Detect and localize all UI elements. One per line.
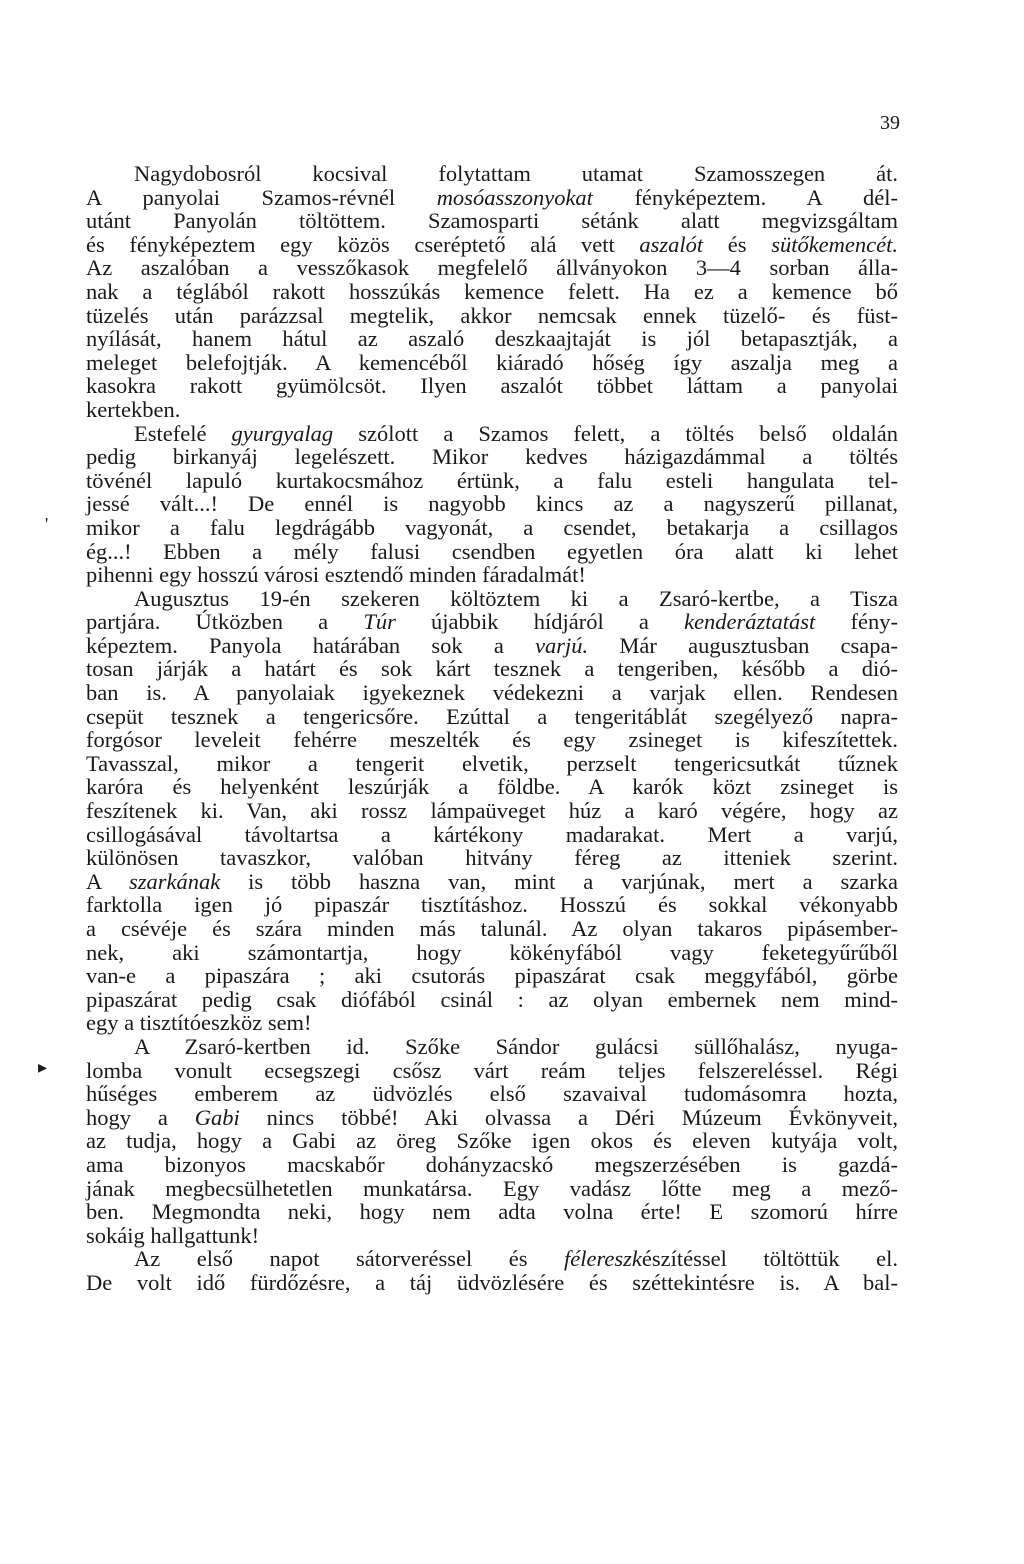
text-line — [86, 610, 898, 634]
text-line — [86, 988, 898, 1012]
text-line — [86, 445, 898, 469]
text-line — [86, 233, 898, 257]
text-run: farktolla igen jó pipaszár tisztításhoz. Hosszú és sokkal vékonyabb — [86, 892, 898, 918]
text-run: nincs többé! Aki olvassa a Déri Múzeum Évkönyveit, — [239, 1104, 898, 1130]
text-line — [86, 540, 898, 564]
text-line — [86, 1059, 898, 1083]
text-line — [86, 1011, 898, 1035]
page-number: 39 — [880, 112, 900, 134]
text-run: A — [86, 868, 129, 894]
text-line — [86, 256, 898, 280]
text-line — [86, 846, 898, 870]
text-run: újabbik hídjáról a — [395, 609, 685, 635]
text-run: szólott a Szamos felett, a töltés belső oldalán — [333, 420, 898, 446]
text-run: és fényképeztem egy közös cseréptető alá vett — [86, 231, 640, 257]
text-run: Augusztus 19-én szekeren költöztem ki a Zsaró-kertbe, a Tisza — [134, 585, 898, 611]
text-run: ben. Megmondta neki, hogy nem adta volna érte! E szomorú hírre — [86, 1199, 898, 1225]
text-line — [86, 657, 898, 681]
text-line — [86, 162, 898, 186]
body-text — [86, 162, 898, 1295]
text-run: észítéssel töltöttük el. — [641, 1246, 898, 1272]
italic-run: sütőkemencét. — [771, 231, 899, 257]
text-run: feszítenek ki. Van, aki rossz lámpaüveget húz a karó végére, hogy az — [86, 798, 898, 824]
text-line — [86, 209, 898, 233]
text-run: nak a téglából rakott hosszúkás kemence felett. Ha ez a kemence bő — [86, 278, 898, 304]
text-run: forgósor leveleit fehérre meszelték és egy zsineget is kifeszítettek. — [86, 727, 898, 753]
text-run: jessé vált...! De ennél is nagyobb kincs az a nagyszerű pillanat, — [86, 491, 898, 517]
text-run: tosan járják a határt és sok kárt tesznek a tengeriben, később a dió- — [86, 656, 898, 682]
text-run: kasokra rakott gyümölcsöt. Ilyen aszalót többet láttam a panyolai — [86, 373, 898, 399]
text-line — [86, 941, 898, 965]
text-run: tövénél lapuló kurtakocsmához értünk, a falu esteli hangulata tel- — [86, 467, 898, 493]
text-run: van-e a pipaszára ; aki csutorás pipaszárat csak meggyfából, görbe — [86, 963, 898, 989]
text-line — [86, 304, 898, 328]
text-run: kertekben. — [86, 396, 181, 422]
text-line — [86, 964, 898, 988]
text-run: Tavasszal, mikor a tengerit elvetik, perzselt tengericsutkát tűznek — [86, 750, 898, 776]
text-run: Az aszalóban a vesszőkasok megfelelő állványokon 3—4 sorban álla- — [86, 255, 898, 281]
text-line — [86, 327, 898, 351]
text-line — [86, 563, 898, 587]
text-line — [86, 870, 898, 894]
text-run: lomba vonult ecsegszegi csősz várt reám teljes felszereléssel. Régi — [86, 1057, 898, 1083]
text-line — [86, 398, 898, 422]
text-line — [86, 1177, 898, 1201]
italic-run: varjú. — [535, 632, 589, 658]
italic-run: mosóasszonyokat — [436, 184, 593, 210]
text-run: meleget belefojtják. A kemencéből kiáradó hőség így aszalja meg a — [86, 349, 898, 375]
text-run: egy a tisztítóeszköz sem! — [86, 1010, 312, 1036]
text-line — [86, 1153, 898, 1177]
text-line — [86, 752, 898, 776]
text-line — [86, 728, 898, 752]
text-line — [86, 775, 898, 799]
text-run: karóra és helyenként leszúrják a földbe. A karók közt zsineget is — [86, 774, 898, 800]
italic-run: Gabi — [194, 1104, 240, 1130]
text-line — [86, 422, 898, 446]
text-line — [86, 681, 898, 705]
text-line — [86, 823, 898, 847]
text-run: fényképeztem. A dél- — [592, 184, 898, 210]
text-line — [86, 799, 898, 823]
text-line — [86, 374, 898, 398]
text-run: De volt idő fürdőzésre, a táj üdvözlésére és széttekintésre is. A bal- — [86, 1269, 898, 1295]
text-line — [86, 469, 898, 493]
text-run: sokáig hallgattunk! — [86, 1222, 260, 1248]
text-run: pipaszárat pedig csak diófából csinál : az olyan embernek nem mind- — [86, 986, 898, 1012]
text-run: képeztem. Panyola határában sok a — [86, 632, 536, 658]
text-run: ban is. A panyolaiak igyekeznek védekezni a varjak ellen. Rendesen — [86, 680, 898, 706]
text-run: pedig birkanyáj legelészett. Mikor kedves házigazdámmal a töltés — [86, 444, 898, 470]
text-run: Már augusztusban csapa- — [588, 632, 898, 658]
margin-mark: ▸ — [38, 1057, 48, 1077]
text-run: A panyolai Szamos-révnél — [86, 184, 437, 210]
text-run: ég...! Ebben a mély falusi csendben egyetlen óra alatt ki lehet — [86, 538, 898, 564]
margin-mark: ' — [45, 514, 49, 534]
text-run: csepüt tesznek a tengericsőre. Ezúttal a tengeritáblát szegélyező napra- — [86, 703, 898, 729]
text-line — [86, 1224, 898, 1248]
text-run: különösen tavaszkor, valóban hitvány féreg az itteniek szerint. — [86, 845, 898, 871]
italic-run: Túr — [363, 609, 396, 635]
text-run: utánt Panyolán töltöttem. Szamosparti sétánk alatt megvizsgáltam — [86, 208, 898, 234]
text-line — [86, 705, 898, 729]
text-run: Estefelé — [134, 420, 232, 446]
text-line — [86, 1271, 898, 1295]
text-run: partjára. Útközben a — [86, 609, 364, 635]
text-run: Nagydobosról kocsival folytattam utamat Szamosszegen át. — [134, 161, 898, 186]
text-run: fény- — [815, 609, 898, 635]
text-run: is több haszna van, mint a varjúnak, mert a szarka — [220, 868, 898, 894]
text-line — [86, 1035, 898, 1059]
text-line — [86, 587, 898, 611]
text-line — [86, 186, 898, 210]
italic-run: szarkának — [128, 868, 221, 894]
text-line — [86, 516, 898, 540]
text-run: az tudja, hogy a Gabi az öreg Szőke igen okos és eleven kutyája volt, — [86, 1128, 898, 1154]
text-run: a csévéje és szára minden más talunál. Az olyan takaros pipásember- — [86, 916, 898, 941]
text-run: ama bizonyos macskabőr dohányzacskó megszerzésében is gazdá- — [86, 1151, 898, 1177]
italic-run: félereszk — [563, 1246, 642, 1272]
text-run: nyílását, hanem hátul az aszaló deszkaajtaját is jól betapasztják, a — [86, 326, 898, 352]
text-run: csillogásával távoltartsa a kártékony madarakat. Mert a varjú, — [86, 821, 898, 847]
italic-run: kenderáztatást — [684, 609, 816, 635]
text-run: jának megbecsülhetetlen munkatársa. Egy vadász lőtte meg a mező- — [86, 1175, 898, 1201]
text-run: nek, aki számontartja, hogy kökényfából vagy feketegyűrűből — [86, 939, 898, 965]
text-line — [86, 492, 898, 516]
text-run: A Zsaró-kertben id. Szőke Sándor gulácsi süllőhalász, nyuga- — [134, 1033, 898, 1059]
text-line — [86, 280, 898, 304]
text-line — [86, 893, 898, 917]
text-run: hűséges emberem az üdvözlés első szavaival tudomásomra hozta, — [86, 1081, 898, 1107]
text-run: pihenni egy hosszú városi esztendő minden fáradalmát! — [86, 562, 586, 588]
italic-run: aszalót — [639, 231, 704, 257]
text-run: mikor a falu legdrágább vagyonát, a csendet, betakarja a csillagos — [86, 514, 898, 540]
text-line — [86, 917, 898, 941]
text-run: és — [703, 231, 772, 257]
italic-run: gyurgyalag — [231, 420, 334, 446]
text-line — [86, 634, 898, 658]
text-line — [86, 1129, 898, 1153]
text-run: Az első napot sátorveréssel és — [134, 1246, 564, 1272]
text-run: hogy a — [86, 1104, 195, 1130]
text-line — [86, 1200, 898, 1224]
text-line — [86, 1106, 898, 1130]
text-run: tüzelés után parázzsal megtelik, akkor nemcsak ennek tüzelő- és füst- — [86, 302, 898, 328]
text-line — [86, 1082, 898, 1106]
text-line — [86, 351, 898, 375]
text-line — [86, 1247, 898, 1271]
